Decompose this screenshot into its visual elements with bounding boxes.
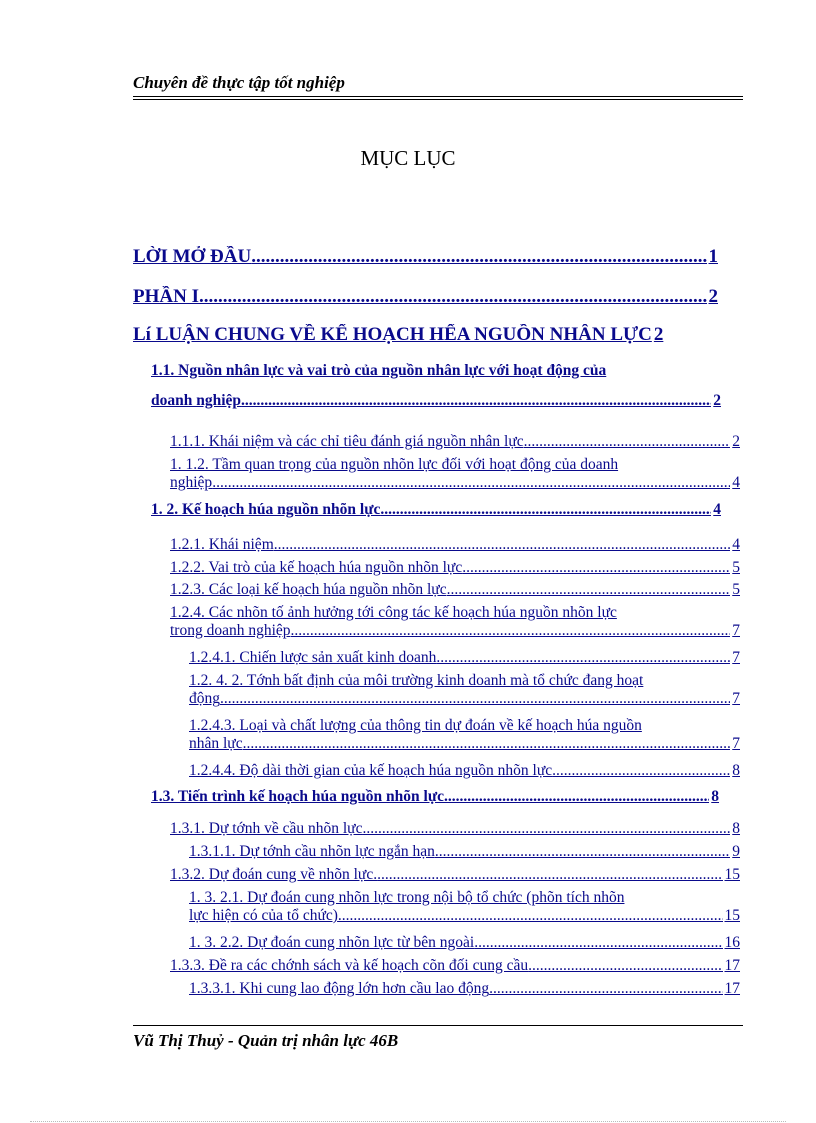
toc-entry-text: 1. 3. 2.2. Dự đoán cung nhõn lực từ bên ngoài xyxy=(189,934,475,951)
toc-page-number: 2 xyxy=(732,433,740,450)
toc-entry-text: 1.3.1. Dự tớnh về cầu nhõn lực xyxy=(170,820,363,837)
toc-leader xyxy=(362,820,730,838)
toc-leader xyxy=(447,581,731,599)
toc-entry-text: nghiệp xyxy=(170,474,213,491)
toc-page-number: 9 xyxy=(732,843,740,860)
toc-entry-1-3-2[interactable] xyxy=(170,866,740,884)
toc-entry-1-2-3[interactable] xyxy=(170,581,740,599)
toc-leader xyxy=(212,474,730,492)
toc-entry-1-2-4[interactable] xyxy=(170,604,740,646)
toc-entry-text: Lí LUẬN CHUNG VỀ KẾ HOẠCH HẾA NGUỒN NHÂN LỰC xyxy=(133,324,652,345)
toc-leader xyxy=(489,980,722,998)
toc-page-number: 1 xyxy=(708,246,718,267)
toc-page-number: 17 xyxy=(724,957,740,974)
toc-leader xyxy=(243,735,731,753)
toc-entry-text: PHẦN I xyxy=(133,286,199,307)
toc-page-number: 4 xyxy=(732,536,740,553)
toc-page-number: 8 xyxy=(732,762,740,779)
toc-entry-1-2[interactable] xyxy=(151,501,721,519)
toc-page-number: 7 xyxy=(732,735,740,752)
toc-entry-text: 1.2.4.1. Chiến lược sản xuất kinh doanh xyxy=(189,649,437,666)
toc-page-number: 7 xyxy=(732,649,740,666)
toc-entry-text: 1.2.1. Khái niệm xyxy=(170,536,274,553)
toc-entry-1-1-2[interactable] xyxy=(170,456,740,498)
toc-entry-text: 1.3.3.1. Khi cung lao động lớn hơn cầu lao động xyxy=(189,980,490,997)
toc-entry-text: 1.2.4.4. Độ dài thời gian của kế hoạch húa nguồn nhõn lực xyxy=(189,762,553,779)
toc-entry-line1: 1.2. 4. 2. Tớnh bất định của môi trường kinh doanh mà tổ chức đang hoạt xyxy=(189,672,644,689)
toc-page-number: 8 xyxy=(732,820,740,837)
toc-entry-1-1[interactable] xyxy=(151,362,721,422)
toc-page-number: 8 xyxy=(711,788,719,805)
toc-entry-1-2-4-3[interactable] xyxy=(189,717,740,759)
toc-entry-1-1-1[interactable] xyxy=(170,433,740,451)
toc-leader xyxy=(552,762,730,780)
toc-entry-text: 1.3.1.1. Dự tớnh cầu nhõn lực ngắn hạn xyxy=(189,843,435,860)
toc-page-number: 5 xyxy=(732,559,740,576)
toc-entry-1-2-1[interactable] xyxy=(170,536,740,554)
page-header: Chuyên đề thực tập tốt nghiệp xyxy=(133,73,345,92)
toc-entry-line1: 1.2.4. Các nhõn tố ảnh hưởng tới công tác kế hoạch húa nguồn nhõn lực xyxy=(170,604,617,621)
toc-page-number: 2 xyxy=(653,324,664,345)
toc-entry-text: 1.2.3. Các loại kế hoạch húa nguồn nhõn lực xyxy=(170,581,447,598)
toc-entry-text: 1.2.2. Vai trò của kế hoạch húa nguồn nhõn lực xyxy=(170,559,463,576)
toc-entry-text: 1.3.2. Dự đoán cung về nhõn lực. xyxy=(170,866,378,883)
header-rule-double xyxy=(133,99,743,100)
toc-entry-1-3-1[interactable] xyxy=(170,820,740,838)
toc-entry-1-2-2[interactable] xyxy=(170,559,740,577)
toc-leader xyxy=(274,536,731,554)
toc-page-number: 2 xyxy=(713,392,721,409)
header-rule xyxy=(133,96,743,97)
toc-entry-text: doanh nghiệp xyxy=(151,392,242,409)
toc-page-number: 17 xyxy=(724,980,740,997)
toc-leader xyxy=(241,392,711,410)
toc-page-number: 15 xyxy=(724,866,740,883)
toc-entry-loi-mo-dau[interactable] xyxy=(133,246,718,268)
page-footer: Vũ Thị Thuỷ - Quản trị nhân lực 46B xyxy=(133,1031,399,1050)
toc-page-number: 5 xyxy=(732,581,740,598)
toc-entry-1-3-2-1[interactable] xyxy=(189,889,740,931)
toc-entry-text: 1.3.3. Đề ra các chớnh sách và kế hoạch cõn đối cung cầu xyxy=(170,957,529,974)
toc-leader xyxy=(199,286,707,308)
toc-leader xyxy=(474,934,722,952)
toc-entry-phan-i[interactable] xyxy=(133,286,718,308)
toc-page-number: 16 xyxy=(724,934,740,951)
toc-entry-line1: 1. 3. 2.1. Dự đoán cung nhõn lực trong nội bộ tổ chức (phõn tích nhõn xyxy=(189,889,625,906)
toc-page-number: 7 xyxy=(732,690,740,707)
toc-leader xyxy=(291,622,731,640)
toc-entry-1-2-4-4[interactable] xyxy=(189,762,740,780)
page-boundary xyxy=(30,1121,786,1122)
toc-entry-1-3-1-1[interactable] xyxy=(189,843,740,861)
toc-entry-1-3-3-1[interactable] xyxy=(189,980,740,998)
toc-leader xyxy=(524,433,731,451)
page-title: MỤC LỤC xyxy=(360,146,456,170)
toc-page-number: 15 xyxy=(724,907,740,924)
toc-page-number: 4 xyxy=(732,474,740,491)
toc-leader xyxy=(220,690,730,708)
toc-page-number: 4 xyxy=(713,501,721,518)
toc-leader xyxy=(462,559,730,577)
toc-leader xyxy=(338,907,723,925)
toc-entry-1-3-2-2[interactable] xyxy=(189,934,740,952)
toc-entry-text: trong doanh nghiệp xyxy=(170,622,291,639)
toc-entry-text: 1. 2. Kế hoạch húa nguồn nhõn lực xyxy=(151,501,381,518)
toc-entry-text: nhân lực xyxy=(189,735,243,752)
toc-leader xyxy=(436,649,730,667)
toc-entry-1-3-3[interactable] xyxy=(170,957,740,975)
toc-entry-text: LỜI MỞ ĐẦU xyxy=(133,246,252,267)
toc-leader xyxy=(444,788,709,806)
footer-rule xyxy=(133,1025,743,1026)
toc-entry-1-2-4-2[interactable] xyxy=(189,672,740,714)
toc-leader xyxy=(435,843,730,861)
toc-entry-li-luan-chung[interactable] xyxy=(133,324,723,346)
toc-entry-1-3[interactable] xyxy=(151,788,719,806)
toc-entry-1-2-4-1[interactable] xyxy=(189,649,740,667)
toc-page-number: 7 xyxy=(732,622,740,639)
toc-entry-text: 1.1.1. Khái niệm và các chỉ tiêu đánh giá nguồn nhân lực xyxy=(170,433,524,450)
toc-entry-line1: 1. 1.2. Tầm quan trọng của nguồn nhõn lực đối với hoạt động của doanh xyxy=(170,456,619,473)
toc-leader xyxy=(377,866,722,884)
toc-leader xyxy=(251,246,706,268)
toc-entry-line1: 1.2.4.3. Loại và chất lượng của thông tin dự đoán về kế hoạch húa nguồn xyxy=(189,717,642,734)
toc-page-number: 2 xyxy=(708,286,718,307)
toc-leader xyxy=(380,501,711,519)
toc-leader xyxy=(528,957,722,975)
toc-entry-text: 1.3. Tiến trình kế hoạch húa nguồn nhõn lực xyxy=(151,788,444,805)
toc-entry-line1: 1.1. Nguồn nhân lực và vai trò của nguồn nhân lực với hoạt động của xyxy=(151,362,607,379)
toc-entry-text: lực hiện có của tổ chức) xyxy=(189,907,338,924)
toc-entry-text: động xyxy=(189,690,220,707)
